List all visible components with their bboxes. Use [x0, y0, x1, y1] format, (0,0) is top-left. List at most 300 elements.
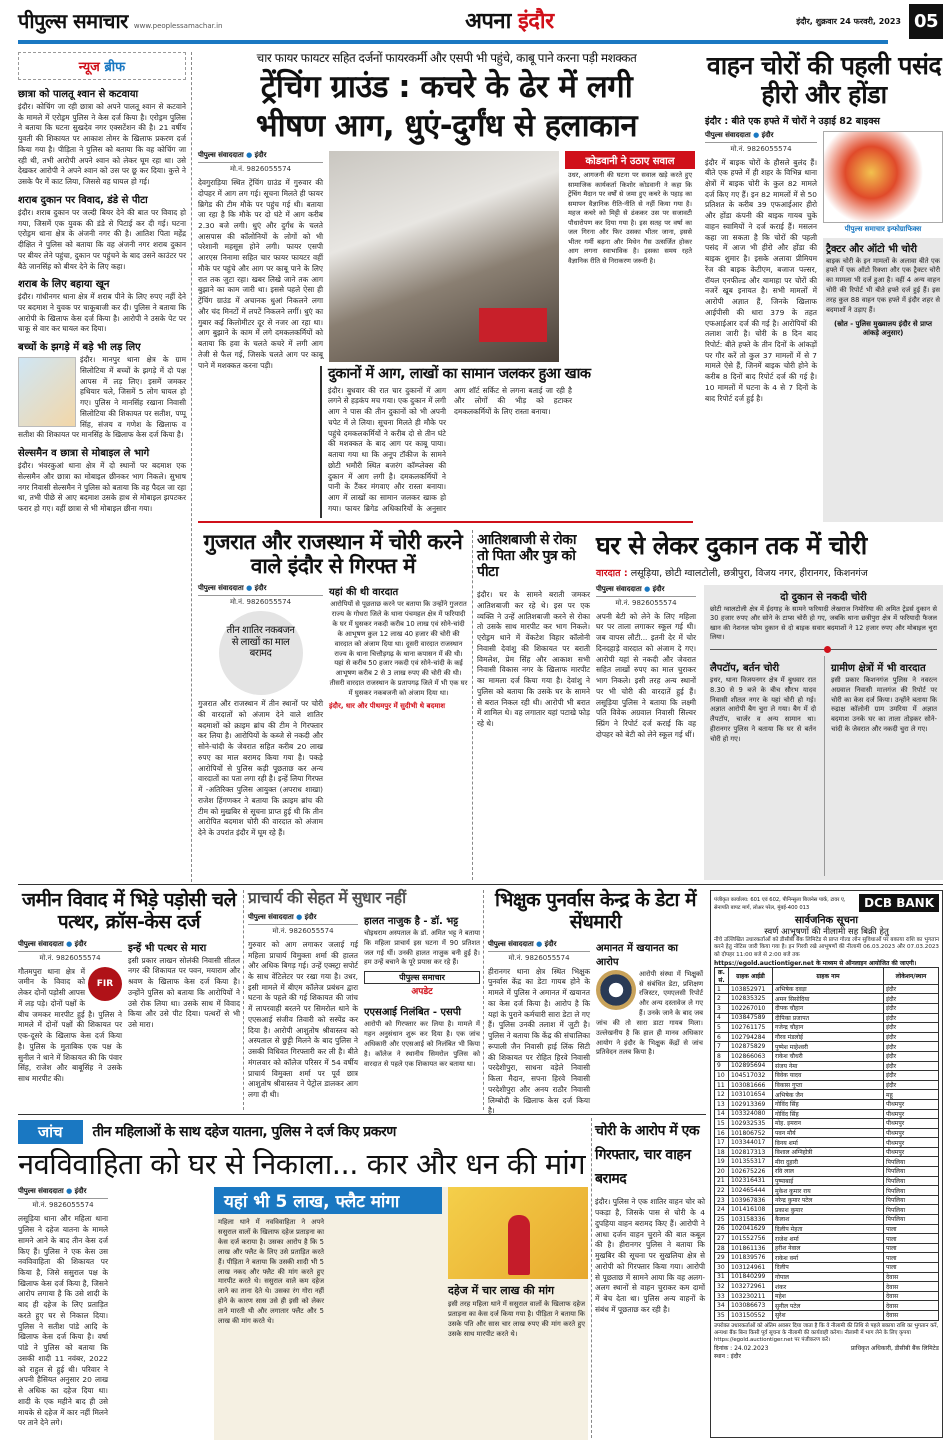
- beggar-centre-story: [488, 889, 703, 1116]
- byline-city: इंदौर: [652, 584, 665, 593]
- borrower-cell: 14: [715, 1109, 729, 1119]
- borrower-cell: मीरा दुहारी: [773, 1157, 884, 1167]
- brief-item: [18, 192, 186, 272]
- borrower-cell: 33: [715, 1291, 729, 1301]
- shops-headline: दुकानों में आग, लाखों का सामान जलकर हुआ खाक: [328, 366, 591, 382]
- borrower-row: [715, 1080, 939, 1090]
- borrower-row: [715, 1003, 939, 1013]
- borrower-cell: 5: [715, 1023, 729, 1033]
- gujarat-subhead: यहां की थी वारदात: [329, 587, 399, 599]
- laptop-theft-title: लैपटॉप, बर्तन चोरी: [710, 662, 780, 674]
- borrower-cell: 101861136: [729, 1243, 773, 1253]
- fir-logo: FIR: [88, 967, 122, 1001]
- vehicle-theft-story: [705, 52, 943, 522]
- borrower-cell: 29: [715, 1253, 729, 1263]
- borrower-cell: पीथमपुर: [884, 1119, 939, 1129]
- borrower-row: [715, 1224, 939, 1234]
- borrower-cell: विवेक यादव: [773, 1071, 884, 1081]
- borrower-cell: गौरव मंडलोई: [773, 1032, 884, 1042]
- borrower-cell: 23: [715, 1195, 729, 1205]
- borrower-cell: 27: [715, 1234, 729, 1244]
- dowry-box: [214, 1187, 588, 1440]
- kodwani-box: [565, 151, 695, 362]
- notice-place: स्थान : इंदौर: [714, 1352, 741, 1360]
- borrower-cell: प्रकाश कुमार: [773, 1205, 884, 1215]
- kids-fight-illustration: [18, 357, 76, 427]
- shops-body: इंदौर। बुधवार की रात चार दुकानों में आग लगने से हड़कंप मच गया। एक दुकान में लगी आग ने पास की तीन दुकानों को भी अपनी चपेट में ले लिया। सूचना मिलते ही मौके पर पहुंचे दमकलकर्मियों ने करीब दो से तीन घंटे की मशक्कत के बाद आग पर काबू पाया। बताया गया था कि अनूप टॉकीज के सामने छोटी भमौरी स्थित बजरंग कॉम्प्लेक्स की दुकान में आग लगी है। दमकलकर्मियों ने पानी के टैंकर मंगवाए और रास्ता बनाया। आग में लाखों का सामान जलकर खाक हो गया। फायर ब्रिगेड अधिकारियों के अनुसार आग शॉर्ट सर्किट से लगना बताई जा रही है और लोगों की भीड़ को हटाकर दमकलकर्मियों के लिए रास्ता बनाया।: [328, 385, 572, 513]
- borrower-cell: गोविंद सिंह: [773, 1109, 884, 1119]
- borrower-cell: नरेन्द्र कुमार पटेल: [773, 1195, 884, 1205]
- byline: पीपुल्स संवाददाता ● इंदौर: [705, 131, 817, 143]
- borrower-cell: विशाल अग्निहोत्री: [773, 1147, 884, 1157]
- borrower-cell: 2: [715, 994, 729, 1004]
- byline-city: इंदौर: [74, 939, 87, 948]
- borrower-cell: दिलीप: [773, 1263, 884, 1273]
- notice-signatory: प्राधिकृत अधिकारी, डीसीबी बैंक लिमिटेड: [850, 1344, 939, 1352]
- borrower-row: [715, 1301, 939, 1311]
- borrower-cell: इंदौर: [884, 1080, 939, 1090]
- byline-mobile: मो.नं. 9826055574: [32, 1201, 94, 1210]
- col-header: ग्राहक आईडी: [729, 967, 773, 984]
- col-header: लोकेशन/स्थान: [884, 967, 939, 984]
- borrower-row: [715, 1090, 939, 1100]
- borrower-cell: 7: [715, 1042, 729, 1052]
- byline-name: पीपुल्स संवाददाता: [596, 584, 642, 593]
- borrower-row: [715, 1071, 939, 1081]
- borrower-cell: 101839576: [729, 1253, 773, 1263]
- borrower-cell: गोविंद सिंह: [773, 1099, 884, 1109]
- divider-dot: [824, 646, 831, 653]
- borrower-cell: रवि लाल: [773, 1167, 884, 1177]
- land-headline: जमीन विवाद में भिड़े पड़ोसी चले पत्थर, क्रॉस-केस दर्ज: [22, 889, 236, 933]
- borrower-cell: 102817313: [729, 1147, 773, 1157]
- brief-text: इंदौर। गांधीनगर थाना क्षेत्र में शराब पीने के लिए रुपए नहीं देने पर बदमाश ने युवक पर चाकूबाजी कर दी। पुलिस ने बताया कि आरोपी के खिलाफ केस दर्ज किया है। आरोपी ने उसके पेट पर चाकू से वार कर घायल कर दिया।: [18, 292, 186, 334]
- borrower-row: [715, 1310, 939, 1320]
- principal-sub-text: चोइथराम अस्पताल के डॉ. अमित भट्ट ने बताया कि महिला प्राचार्य इस घटना में 90 प्रतिशत जल गई थीं। उनकी हालत नाजुक बनी हुई है। हम उन्हें बचाने के पूरे प्रयास कर रहे हैं।: [364, 928, 480, 967]
- asi-suspended-text: आरोपी को गिरफ्तार कर लिया है। मामले में गहन अनुसंधान शुरू कर दिया है। एक जांच अधिकारी और एएसआई को निलंबित भी किया है। कॉलेज ने स्थानीय सिमरोल पुलिस को वारदात से पहले एक शिकायत कर बताया था।: [364, 1020, 480, 1068]
- section-title-b: इंदौर: [517, 8, 554, 34]
- dowry-kicker: तीन महिलाओं के साथ दहेज यातना, पुलिस ने दर्ज किए प्रकरण: [92, 1123, 396, 1140]
- byline: पीपुल्स संवाददाता ● इंदौर: [248, 913, 358, 925]
- borrower-cell: 16: [715, 1128, 729, 1138]
- section-title-a: अपना: [465, 8, 511, 34]
- section-title: [465, 9, 554, 34]
- principal-body: गुरुवार को आग लगाकर जलाई गई महिला प्राचार्य विमुक्ता शर्मा की हालत और अधिक बिगड़ गई। उन्हें एक्स्ट्रा सपोर्ट के साथ वेंटिलेटर पर रखा गया है। उधर, इसी मामले में बीएम कॉलेज प्रबंधन द्वारा घटना के पहले की गई शिकायत की जांच में लापरवाही बरतने पर सिमरोल थाने के एएसआई संजीव तिवारी को सस्पेंड कर दिया है। आरोपी आशुतोष श्रीवास्तव को अस्पताल से छुट्टी मिलने के बाद पुलिस ने उसकी विधिवत गिरफ्तारी कर ली है। बीते मंगलवार को कॉलेज परिसर में 54 वर्षीय प्राचार्य विमुक्ता शर्मा पर पूर्व छात्र आशुतोष श्रीवास्तव ने पेट्रोल डालकर आग लगा दी थी।: [248, 939, 358, 1100]
- col-header: क्र. सं.: [715, 967, 729, 984]
- bride-figure: [508, 1215, 530, 1275]
- borrower-cell: इंदौर: [884, 994, 939, 1004]
- vehicle-headline: वाहन चोरों की पहली पसंद हीरो और होंडा: [706, 51, 942, 109]
- borrower-cell: पाला: [884, 1243, 939, 1253]
- borrower-cell: 6: [715, 1032, 729, 1042]
- borrower-cell: 22: [715, 1186, 729, 1196]
- brief-text: इंदौर। भंवरकुआं थाना क्षेत्र में दो स्थानों पर बदमाश एक सेल्समैन और छात्रा का मोबाइल छीनकर भाग निकले। सुभाष नगर निवासी सेल्समैन ने पुलिस को बताया कि वह पैदल जा रहा था, तभी पीछे से आए बदमाश उसके हाथ से मोबाइल झपटकर फरार हो गए। वहीं छात्रा से भी मोबाइल छीना गया।: [18, 461, 186, 514]
- lead-kicker: चार फायर फायटर सहित दर्जनों फायरकर्मी और एसपी भी पहुंचे, काबू पाने करना पड़ी मशक्कत: [256, 51, 637, 65]
- borrower-cell: 101806752: [729, 1128, 773, 1138]
- bike-thief-illustration: [823, 131, 943, 223]
- dowry-body: लसूड़िया थाना और महिला थाना पुलिस ने दहेज यातना के मामले सामने आने के बाद तीन केस दर्ज किए हैं। पुलिस ने एक केस उस नवविवाहिता की शिकायत पर किया है, जिसे ससुराल पक्ष के खिलाफ केस दर्ज किया है, जिसने आरोप लगाया है कि उसे शादी के बाद ही दहेज के लिए प्रताड़ित करते हुए घर से निकाल दिया। पुलिस ने सतीश पांडे आदि के खिलाफ केस दर्ज किया है। वर्षा पांडे ने पुलिस को बताया कि उसकी शादी 11 नवंबर, 2022 को राहुल से हुई थी। परिवार ने अपनी हैसियत अनुसार 20 लाख से अधिक का दहेज दिया था। शादी के एक महीने बाद ही उसे मायके से दहेज में कार नहीं मिलने पर ताने देने लगे।: [18, 1214, 108, 1428]
- borrower-cell: पिपलिया: [884, 1167, 939, 1177]
- borrower-cell: सुनील पटेल: [773, 1301, 884, 1311]
- borrower-cell: 26: [715, 1224, 729, 1234]
- land-sub-text: इसी प्रकार लाखन सोलंकी निवासी सीतल नगर की शिकायत पर पवन, मयाराम और श्रवण के खिलाफ केस दर्ज किया है। उन्होंने पुलिस को बताया कि आरोपियों ने उसे रोक लिया था। उसके साथ में विवाद किया और उसे पीट दिया। पत्थरों से भी उसे मारा।: [128, 955, 240, 1030]
- byline: पीपुल्स संवाददाता ● इंदौर: [18, 1187, 108, 1199]
- land-body: गौतमपुरा थाना क्षेत्र में जमीन के विवाद को लेकर दोनों पड़ोसी आपस में लड़ पड़े। दोनों पक्षों के बीच जमकर मारपीट हुई है। पुलिस ने मामले में दोनों पक्षों की शिकायत पर एक-दूसरे के खिलाफ केस दर्ज किया है। पुलिस के मुताबिक एक पक्ष के सुनील ने थाने में शिकायत की कि पंवार सिंह, राजेश और बाबूसिंह ने उसके साथ मारपीट की।: [18, 966, 122, 1084]
- borrower-cell: 101552756: [729, 1234, 773, 1244]
- borrower-cell: महेश: [773, 1291, 884, 1301]
- borrower-cell: 9: [715, 1061, 729, 1071]
- shops-fire-story: [320, 366, 698, 518]
- borrower-cell: 101416108: [729, 1205, 773, 1215]
- borrower-cell: पाला: [884, 1263, 939, 1273]
- places-label: वारदात :: [596, 567, 628, 579]
- notice-footer: उपरोक्त उधारकर्ताओं को अंतिम अवसर दिया जाता है कि वे नीलामी की तिथि से पहले बकाया राशि का भुगतान करें, अन्यथा बैंक बिना किसी पूर्व सूचना के नीलामी की कार्यवाही करेगा। नीलामी में भाग लेने के लिए कृपया https://egold.auctiontiger.net पर पंजीकरण करें।: [714, 1322, 939, 1343]
- fir-cap-image: [596, 970, 636, 1010]
- borrower-row: [715, 1167, 939, 1177]
- borrower-cell: 103324080: [729, 1109, 773, 1119]
- borrower-row: [715, 1186, 939, 1196]
- brief-headline: छात्रा को पालतू श्वान से कटवाया: [18, 89, 139, 100]
- borrower-cell: सुरेश: [773, 1310, 884, 1320]
- update-badge: [364, 971, 480, 997]
- byline-city: इंदौर: [254, 584, 267, 593]
- borrower-cell: इंदौर: [884, 1051, 939, 1061]
- borrower-row: [715, 1023, 939, 1033]
- byline-name: पीपुल्स संवाददाता: [198, 151, 244, 160]
- lead-headline-1: ट्रेंचिंग ग्राउंड : कचरे के ढेर में लगी: [260, 68, 633, 105]
- news-brief-title: [18, 52, 186, 80]
- borrower-cell: इंदौर: [884, 1013, 939, 1023]
- borrower-cell: पिपलिया: [884, 1195, 939, 1205]
- tractor-auto-box: [823, 238, 943, 523]
- two-shops-text: छोटी ग्वालटोली क्षेत्र में ईदगाह के सामने फरियादी लेखराज निमोरिया की अमित ट्रेडर्स दुकान से 30 हजार रुपए और सोने के टाप्स चोरी हो गए, जबकि थाना छत्रीपुरा क्षेत्र में फरियादी फैजल खान की नेशनल फोम दुकान से दो बाइक सवार बदमाशों ने 12 हजार रुपए और मोबाइल चुरा लिया।: [710, 604, 937, 642]
- borrower-row: [715, 1042, 939, 1052]
- dowry-scale-illustration: [448, 1187, 588, 1279]
- kodwani-box-text: उधर, आगजनी की घटना पर सवाल खड़े करते हुए सामाजिक कार्यकर्ता किशोर कोडवानी ने कहा कि ट्रेंचिंग मैदान पर वर्षों से जमा हुए कचरे के पहाड़ का समापन वैज्ञानिक रीति-नीति से नहीं किया गया है। महज कचरे को मिट्टी से ढंककर उस पर सजावटी पौधारोपण कर दिया गया है। इस सतह पर वर्षा का जल गिरना और फिर उसका भीतर जाना, इससे भीतर गर्मी बढ़ना और मिथेन गैस उत्सर्जित होकर आग लगना स्वाभाविक है। इसका समय रहते वैज्ञानिक रीति से निराकरण जरूरी है।: [568, 171, 692, 265]
- borrower-row: [715, 1243, 939, 1253]
- borrower-cell: 21: [715, 1176, 729, 1186]
- borrower-cell: राजेश शर्मा: [773, 1234, 884, 1244]
- borrower-cell: अभिषेक दवड़ा: [773, 984, 884, 994]
- borrower-cell: विनय शर्मा: [773, 1138, 884, 1148]
- byline-city: इंदौर: [761, 130, 774, 139]
- borrower-row: [715, 1013, 939, 1023]
- borrower-cell: संजय नेमा: [773, 1061, 884, 1071]
- gujarat-red-text: इंदौर, धार और पीथमपुर में सुदीभी थे बदमाश: [329, 701, 445, 710]
- tractor-box-title: ट्रैक्टर और ऑटो भी चोरी: [826, 243, 917, 255]
- update-logo: पीपुल्स समाचार: [364, 971, 480, 984]
- borrower-row: [715, 1282, 939, 1292]
- borrower-cell: 103086673: [729, 1301, 773, 1311]
- borrower-cell: 11: [715, 1080, 729, 1090]
- col-header: ग्राहक नाम: [773, 967, 884, 984]
- byline-mobile: मो.नं. 9826055574: [615, 598, 677, 607]
- borrower-cell: 102866063: [729, 1051, 773, 1061]
- infographic-label: पीपुल्स समाचार इन्फोग्राफिक्स: [844, 224, 922, 233]
- gujarat-story: [198, 530, 468, 880]
- borrower-cell: 3: [715, 1003, 729, 1013]
- brief-item: [18, 276, 186, 335]
- borrower-cell: देवास: [884, 1282, 939, 1292]
- borrower-row: [715, 1263, 939, 1273]
- house-theft-story: [596, 532, 943, 880]
- byline: पीपुल्स संवाददाता ● इंदौर: [596, 585, 696, 597]
- borrower-cell: देवास: [884, 1310, 939, 1320]
- borrower-cell: 102913369: [729, 1099, 773, 1109]
- byline: पीपुल्स संवाददाता ● इंदौर: [18, 940, 122, 952]
- borrower-cell: 102875829: [729, 1042, 773, 1052]
- borrower-cell: 103230211: [729, 1291, 773, 1301]
- auction-link[interactable]: https://egold.auctiontiger.net के माध्यम से ऑनलाइन आयोजित की जाएगी।: [714, 959, 917, 967]
- brief-text: इंदौर। मानपुर थाना क्षेत्र के ग्राम सिलोटिया में बच्चों के झगड़े में दो पक्ष आपस में लड़ लिए। इसमें जमकर हथियार चले, जिसमें 5 लोग घायल हो गए। पुलिस ने मानसिंह रखाना निवासी सिलोटिया की शिकायत पर सतीश, पप्पू सिंह, संजय व गणेश के खिलाफ व सतीश की शिकायत पर मानसिंह के खिलाफ केस दर्ज किया है।: [18, 355, 186, 440]
- borrower-cell: पीथमपुर: [884, 1109, 939, 1119]
- red-rule: [198, 521, 693, 523]
- byline-mobile: मो.नं. 9826055574: [229, 165, 292, 174]
- dateline: इंदौर, शुक्रवार 24 फरवरी, 2023: [796, 17, 901, 26]
- column-divider: [243, 890, 244, 1110]
- borrower-cell: 103158336: [729, 1215, 773, 1225]
- row-rule: [18, 884, 943, 885]
- byline-name: पीपुल्स संवाददाता: [198, 584, 244, 593]
- brief-headline: सेल्समैन व छात्रा से मोबाइल ले भागे: [18, 448, 150, 460]
- borrower-cell: 103852971: [729, 984, 773, 994]
- fire-truck: [479, 308, 547, 342]
- fireworks-headline: आतिशबाजी से रोका तो पिता और पुत्र को पीटा: [477, 532, 577, 581]
- two-shops-title: दो दुकान से नकदी चोरी: [780, 591, 867, 603]
- borrower-row: [715, 1176, 939, 1186]
- borrower-row: [715, 1128, 939, 1138]
- borrower-cell: पाला: [884, 1234, 939, 1244]
- gujarat-sub-text: आरोपियों से पूछताछ करने पर बताया कि उन्होंने गुजरात राज्य के गोधरा जिले के थाना पंचमहल क्षेत्र में फरियादी के घर में घुसकर नकदी करीब 10 लाख एवं सोने-चांदी के आभूषण कुल 12 लाख 40 हजार की चोरी की वारदात को अंजाम दिया था। दूसरी वारदात राजस्थान राज्य के थाना चित्तौड़गढ़ के थाना कपासन में की थी। यहां से करीब 50 हजार नकदी एवं सोने-चांदी के कई आभूषण करीब 2 से 3 लाख रुपए की चोरी की थी। तीसरी वारदात राजस्थान के प्रतापगढ़ जिले में भी एक घर में घुसकर नकबजनी को अंजाम दिया था।: [329, 600, 468, 697]
- brief-title-a: न्यूज: [78, 60, 100, 75]
- beggar-body: हीरानगर थाना क्षेत्र स्थित भिक्षुक पुनर्वास केंद्र का डेटा गायब होने के मामले में पुलिस ने अमानत में खयानत का केस दर्ज किया है। आरोप है कि यहां के पुराने कर्मचारी सारा डेटा ले गए हैं। पुलिस उनकी तलाश में जुटी है। पुलिस ने बताया कि केंद्र की संचालिका रूपाली जैन निवासी हाई लिंक सिटी की शिकायत पर रोहित हिरवे निवासी परदेशीपुरा, साधना वड़ेले निवासी किला मैदान, सपना हिरवे निवासी परदेशीपुरा और अनय राठौर निवासी लिम्बोदी के खिलाफ केस दर्ज किया है।: [488, 966, 590, 1116]
- borrower-cell: देवास: [884, 1272, 939, 1282]
- house-sidebar: [704, 585, 943, 880]
- borrower-cell: 102761175: [729, 1023, 773, 1033]
- byline-city: इंदौर: [74, 1187, 87, 1196]
- borrower-cell: दीपक चौहान: [773, 1003, 884, 1013]
- borrower-cell: पवन मौर्य: [773, 1128, 884, 1138]
- borrower-cell: पाला: [884, 1224, 939, 1234]
- borrower-row: [715, 984, 939, 994]
- brief-text: इंदौर। शराब दुकान पर जल्दी बियर देने की बात पर विवाद हो गया, जिसमें एक युवक की डंडे से पिटाई कर दी गई। घटना एरोड्रम थाना क्षेत्र के अंजनी नगर की है। आतिश पिता महेंद्र दीक्षित ने पुलिस को बताया कि वह अंजनी नगर शराब दुकान पर बीयर लेने पहुंचा, दुकान पर पहुंचने के बाद उसने काउंटर पर बैठे जानसिंह को बीयर देने के लिए कहा।: [18, 207, 186, 271]
- borrower-cell: हरीश नेवाल: [773, 1243, 884, 1253]
- byline-mobile: मो.नं. 9826055574: [730, 144, 792, 153]
- places-list: लसूड़िया, छोटी ग्वालटोली, छत्रीपुरा, विजय नगर, हीरानगर, किशनगंज: [630, 567, 868, 579]
- borrower-cell: 103344017: [729, 1138, 773, 1148]
- brief-item: [18, 339, 186, 441]
- borrower-cell: 102267010: [729, 1003, 773, 1013]
- borrower-cell: पाला: [884, 1253, 939, 1263]
- borrower-cell: इंदौर: [884, 1042, 939, 1052]
- borrower-cell: 101840299: [729, 1272, 773, 1282]
- brief-title-b: ब्रीफ: [104, 60, 126, 75]
- borrower-cell: पीथमपुर: [884, 1147, 939, 1157]
- borrower-cell: 102794284: [729, 1032, 773, 1042]
- borrower-cell: पिपलिया: [884, 1176, 939, 1186]
- kodwani-box-title: कोडवानी ने उठाए सवाल: [565, 151, 695, 169]
- arrest-body: इंदौर। पुलिस ने एक शातिर वाहन चोर को पकड़ा है, जिसके पास से चोरी के 4 दुपहिया वाहन बरामद किए हैं। आरोपी ने आधा दर्जन वाहन चुराने की बात कबूल की है। हीरानगर पुलिस ने बताया कि मुखबिर की सूचना पर सुखलिया क्षेत्र से आरोपी को गिरफ्तार किया गया। आरोपी से पूछताछ में सामने आया कि वह अलग-अलग स्थानों से वाहन चुराकर कम दामों में बेच देता था। पुलिस अन्य वाहनों के संबंध में पूछताछ कर रही है।: [595, 1197, 705, 1314]
- brief-headline: शराब के लिए बहाया खून: [18, 279, 110, 291]
- borrower-cell: मोह. इमरान: [773, 1119, 884, 1129]
- borrower-cell: 102895694: [729, 1061, 773, 1071]
- column-divider: [472, 530, 473, 880]
- logo-group: [18, 10, 222, 33]
- byline: पीपुल्स संवाददाता ● इंदौर: [488, 940, 590, 952]
- borrower-cell: 102835325: [729, 994, 773, 1004]
- fire-photo: [329, 151, 559, 362]
- column-divider: [191, 52, 192, 882]
- borrower-cell: 103847589: [729, 1013, 773, 1023]
- borrower-cell: पुष्पाबाई: [773, 1176, 884, 1186]
- house-headline: घर से लेकर दुकान तक में चोरी: [596, 531, 867, 560]
- byline-mobile: मो.नं. 9826055574: [39, 953, 101, 962]
- byline-city: इंदौर: [304, 912, 317, 921]
- borrower-cell: महू: [884, 1090, 939, 1100]
- land-subhead: इन्हें भी पत्थर से मारा: [128, 942, 207, 954]
- fireworks-body: इंदौर। घर के सामने बराती जमकर आतिशबाजी कर रहे थे। इस पर एक व्यक्ति ने उन्हें आतिशबाजी करने से रोका तो उसके साथ मारपीट कर भाग निकले। एरोड्रम थाने में वेंकटेश विहार कॉलोनी निवासी देवांशु की शिकायत पर बराती विमलेश, प्रेम सिंह और आकाश सभी निवासी विकास नगर के खिलाफ मारपीट का मामला दर्ज किया गया है। देवांशु ने पुलिस को बताया कि उसके घर के सामने से बरात निकल रही थी। आरोपी भी बरात में शामिल थे। वह लगातार यहां पटाखे फोड़ रहे थे।: [477, 590, 590, 729]
- byline-mobile: मो.नं. 9826055574: [508, 953, 570, 962]
- borrower-cell: 103272961: [729, 1282, 773, 1292]
- borrower-cell: 10: [715, 1071, 729, 1081]
- borrower-cell: कैलाश: [773, 1215, 884, 1225]
- borrower-cell: विकास गुप्ता: [773, 1080, 884, 1090]
- vehicle-subhead: इंदौर : बीते एक हफ्ते में चोरों ने उड़ाई 82 बाइक्स: [705, 115, 880, 127]
- borrower-row: [715, 1051, 939, 1061]
- borrower-cell: 102465444: [729, 1186, 773, 1196]
- borrower-cell: 13: [715, 1099, 729, 1109]
- borrower-row: [715, 1032, 939, 1042]
- borrower-cell: पिपलिया: [884, 1215, 939, 1225]
- dowry-box-text: महिला थाने में नवविवाहिता ने अपने ससुराल वालों के खिलाफ दहेज प्रताड़ना का केस दर्ज कराया है। उसका आरोप है कि 5 लाख और फ्लैट के लिए उसे प्रताड़ित करते हैं। पीड़िता ने बताया कि उसकी शादी भी 5 लाख नकद और फ्लैट की मांग करते हुए मारपीट करते थे। ससुराल वाले कम दहेज लाने का ताना देते थे। उसका रंग गोरा नहीं होने के कारण सास उसे ही इसी को लेकर ताने मारती थी और लगातार फ्लैट और 5 लाख की मांग करते थे।: [218, 1218, 324, 1325]
- borrower-cell: 18: [715, 1147, 729, 1157]
- asi-suspended-title: एएसआई निलंबित - एसपी: [364, 1007, 462, 1019]
- brief-item: [18, 86, 186, 188]
- borrower-row: [715, 1253, 939, 1263]
- borrower-row: [715, 1119, 939, 1129]
- borrower-cell: इंदौर: [884, 1061, 939, 1071]
- byline-name: पीपुल्स संवाददाता: [18, 1187, 64, 1196]
- borrower-cell: पिपलिया: [884, 1186, 939, 1196]
- newspaper-logo: पीपुल्स समाचार: [18, 9, 128, 33]
- principal-headline: प्राचार्य की सेहत में सुधार नहीं: [248, 889, 406, 907]
- borrower-cell: शंकर: [773, 1282, 884, 1292]
- lead-story: [198, 51, 695, 370]
- dowry-headline: नवविवाहिता को घर से निकाला... कार और धन की मांग: [18, 1147, 586, 1181]
- beggar-sub-text: आरोपी संस्था में भिक्षुकों से संबंधित डेटा, प्रशिक्षण रजिस्टर, एमएलसी रिपोर्ट और अन्य दस्तावेज ले गए हैं। उनके जाने के बाद जब जांच की तो सारा डाटा गायब मिला। उल्लेखनीय है कि हाल ही मानव अधिकार आयोग ने इंदौर के भिक्षुक केंद्रों से जांच प्रतिवेदन तलब किया है।: [596, 969, 703, 1057]
- borrower-cell: 103101654: [729, 1090, 773, 1100]
- borrower-cell: 102675226: [729, 1167, 773, 1177]
- data-source: (स्रोत - पुलिस मुख्यालय इंदौर से प्राप्त आंकड़े अनुसार): [833, 319, 933, 337]
- borrower-row: [715, 1061, 939, 1071]
- borrower-cell: देवास: [884, 1291, 939, 1301]
- byline-name: पीपुल्स संवाददाता: [705, 130, 751, 139]
- borrower-row: [715, 1147, 939, 1157]
- borrower-cell: 101355317: [729, 1157, 773, 1167]
- borrower-cell: 104517032: [729, 1071, 773, 1081]
- borrower-row: [715, 1234, 939, 1244]
- brief-text: इंदौर। कोचिंग जा रही छात्रा को अपने पालतू श्वान से कटवाने के मामले में एरोड्रम पुलिस ने केस दर्ज किया है। एरोड्रम पुलिस ने बताया कि घटना सुखदेव नगर एक्सटेंशन की है। 21 वर्षीय युवती की शिकायत पर आकाश तोमर के खिलाफ प्रकरण दर्ज किया गया है। पीड़िता ने पुलिस को बताया कि वह कोचिंग जा रही थी, तभी आरोपी अपने श्वान को लेकर घूम रहा था। उसे देखकर आरोपी ने अपने श्वान को उस पर छू कर दिया। कुत्ते ने उसके पैर में काट लिया, जिससे वह घायल हो गई।: [18, 102, 186, 187]
- borrower-cell: 102932535: [729, 1119, 773, 1129]
- arrest-headline: चोरी के आरोप में एक गिरफ्तार, चार वाहन बरामद: [595, 1123, 700, 1187]
- borrower-cell: गजेन्द्र चौहान: [773, 1023, 884, 1033]
- dcb-bank-logo: DCB BANK: [859, 894, 939, 912]
- borrower-cell: अमन सिसोदिया: [773, 994, 884, 1004]
- borrower-cell: 32: [715, 1282, 729, 1292]
- borrower-cell: राकेश वर्मा: [773, 1253, 884, 1263]
- arrest-story: [595, 1120, 705, 1438]
- borrower-cell: 1: [715, 984, 729, 994]
- brief-headline: बच्चों के झगड़े में बड़े भी लड़ लिए: [18, 342, 141, 354]
- borrower-row: [715, 1157, 939, 1167]
- byline-name: पीपुल्स संवाददाता: [248, 912, 294, 921]
- borrower-row: [715, 1195, 939, 1205]
- investigation-tag: जांच: [18, 1120, 83, 1144]
- brief-item: [18, 445, 186, 515]
- borrower-cell: 12: [715, 1090, 729, 1100]
- borrower-row: [715, 1109, 939, 1119]
- rural-theft-text: इसी प्रकार किशनगंज पुलिस ने नवरत्न अग्रवाल निवासी मालगंज की रिपोर्ट पर चोरी का केस दर्ज किया। उन्होंने बताया कि रुद्राक्ष कॉलोनी ग्राम उमरिया में अज्ञात बदमाश उनके घर का ताला तोड़कर सोने-चांदी के जेवरात और नकदी चुरा ले गए।: [831, 675, 937, 734]
- borrower-cell: 19: [715, 1157, 729, 1167]
- bank-address: पंजीकृत कार्यालय: 601 एवं 602, पीनिन्सुला बिजनेस पार्क, टावर ए, सेनापति बापट मार्ग, लोअर परेल, मुंबई-400 013: [714, 897, 846, 911]
- borrower-cell: 103081666: [729, 1080, 773, 1090]
- borrower-cell: पिपलिया: [884, 1157, 939, 1167]
- beggar-subhead: अमानत में खयानत का आरोप: [596, 942, 678, 968]
- header-rule: [18, 40, 888, 44]
- borrower-cell: 102041629: [729, 1224, 773, 1234]
- dowry-box-title: यहां भी 5 लाख, फ्लैट मांगा: [214, 1187, 442, 1214]
- page-number: 05: [909, 4, 943, 39]
- borrower-row: [715, 994, 939, 1004]
- beggar-headline: भिक्षुक पुनर्वास केन्द्र के डेटा में सेंधमारी: [495, 889, 696, 933]
- borrower-cell: 25: [715, 1215, 729, 1225]
- borrower-cell: 102316431: [729, 1176, 773, 1186]
- dcb-bank-notice: [710, 890, 943, 1438]
- borrower-cell: पीथमपुर: [884, 1128, 939, 1138]
- lead-body: देवगुराड़िया स्थित ट्रेंचिंग ग्राउंड में गुरुवार की दोपहर में आग लग गई। सूचना मिलते ही फायर ब्रिगेड की टीम मौके पर पहुंच गई थी। बताया जा रहा है कि मौके पर दो घंटे में आग करीब 2.30 बजे लगी। धुएं और दुर्गंध के चलते आसपास की कॉलोनियों के लोगों को भी परेशानी महसूस होने लगी। फायर एसपी आरएस निनामा सहित चार फायर फायटर वहीं मौके पर पहुंचे और आग पर काबू पाने के लिए रात तक जुटा रहा। खबर लिखे जाने तक आग बुझाने का काम जारी था। इससे पहले ऐसा ही ट्रेंचिंग ग्राउंड में अचानक धुआं निकलने लगा और चंद मिनटों में लपटें निकलने लगीं। धुएं का गुबार कई किलोमीटर दूर से नजर आ रहा था। आग बुझाने के काम में लगे दमकलकर्मियों को बताया कि हवा के चलते कचरे में लगी आग तेजी से फैल गई, जिसके चलते आग पर काबू पाने में मशक्कत करना पड़ी।: [198, 178, 323, 370]
- rural-theft-title: ग्रामीण क्षेत्रों में भी वारदात: [831, 662, 926, 674]
- borrower-cell: 24: [715, 1205, 729, 1215]
- borrower-cell: इंदौर: [884, 1023, 939, 1033]
- borrower-cell: 35: [715, 1310, 729, 1320]
- borrower-cell: 103124961: [729, 1263, 773, 1273]
- borrower-cell: 30: [715, 1263, 729, 1273]
- borrower-cell: 31: [715, 1272, 729, 1282]
- byline-mobile: मो.नं. 9826055574: [229, 598, 292, 607]
- tractor-box-text: बाइक चोरी के इन मामलों के अलावा बीते एक हफ्ते में एक ऑटो रिक्शा और एक ट्रैक्टर चोरी का मामला भी दर्ज हुआ है। वहीं 4 अन्य वाहन चोरी की रिपोर्ट भी बीते हफ्ते दर्ज हुई हैं। इस तरह कुल 88 वाहन एक हफ्ते में इंदौर शहर से बदमाशों ने उड़ाए हैं।: [826, 256, 940, 314]
- byline: पीपुल्स संवाददाता ● इंदौर: [198, 584, 323, 596]
- laptop-theft-text: इधर, थाना विजयनगर क्षेत्र में बुधवार रात 8.30 से 9 बजे के बीच सौरभ यादव निवासी शीतल नगर के यहां चोरी हो गई। अज्ञात आरोपी बैग चुरा ले गया। बैग में दो लैपटॉप, चार्जर व अन्य सामान था। हीरानगर पुलिस ने बताया कि घर से बर्तन चोरी हो गए।: [710, 675, 816, 743]
- gujarat-body: गुजरात और राजस्थान में तीन स्थानों पर चोरी की वारदातों को अंजाम देने वाले शातिर बदमाशों को क्राइम ब्रांच की टीम ने गिरफ्तार कर लिया है। आरोपियों के कब्जे से नकदी और सोने-चांदी के जेवरात सहित करीब 20 लाख रुपए का माल बरामद किया गया है। पकड़े आरोपियों से पुलिस कड़ी पूछताछ कर अन्य वारदातों का पता लगा रही है। इन्हें लिया गिरफ्त में -अतिरिक्त पुलिस आयुक्त (अपराध शाखा) राजेश हिंगणकर ने बताया कि क्राइम ब्रांच की टीम को मुखबिर से सूचना प्राप्त हुई थी कि तीन आरोपित बदमाश चोरी की वारदात को अंजाम देने के उपरांत इंदौर में घूम रहे हैं।: [198, 699, 323, 838]
- lead-headline-2: भीषण आग, धुएं-दुर्गंध से हलाकान: [255, 108, 638, 145]
- notice-date: दिनांक : 24.02.2023: [714, 1344, 769, 1352]
- pull-quote: तीन शातिर नकबजन से लाखों का माल बरामद: [219, 611, 303, 695]
- news-brief-column: [18, 52, 186, 877]
- places: [596, 566, 943, 579]
- borrower-cell: 28: [715, 1243, 729, 1253]
- borrower-cell: 17: [715, 1138, 729, 1148]
- borrower-cell: राकेश चौधरी: [773, 1051, 884, 1061]
- update-label: अपडेट: [411, 987, 433, 998]
- borrower-cell: 103150552: [729, 1310, 773, 1320]
- fireworks-story: [477, 532, 590, 880]
- borrower-row: [715, 1099, 939, 1109]
- borrower-cell: 4: [715, 1013, 729, 1023]
- dowry-caption-text: इसी तरह महिला थाने में ससुराल वालों के खिलाफ दहेज प्रताड़ना का केस दर्ज किया गया है। पीड़िता ने बताया कि उसके पति और सास चार लाख रुपए की मांग करते हुए उसके साथ मारपीट करते थे।: [448, 1300, 585, 1338]
- borrower-cell: 20: [715, 1167, 729, 1177]
- borrower-cell: गोपाल: [773, 1272, 884, 1282]
- byline: पीपुल्स संवाददाता ● इंदौर: [198, 151, 323, 163]
